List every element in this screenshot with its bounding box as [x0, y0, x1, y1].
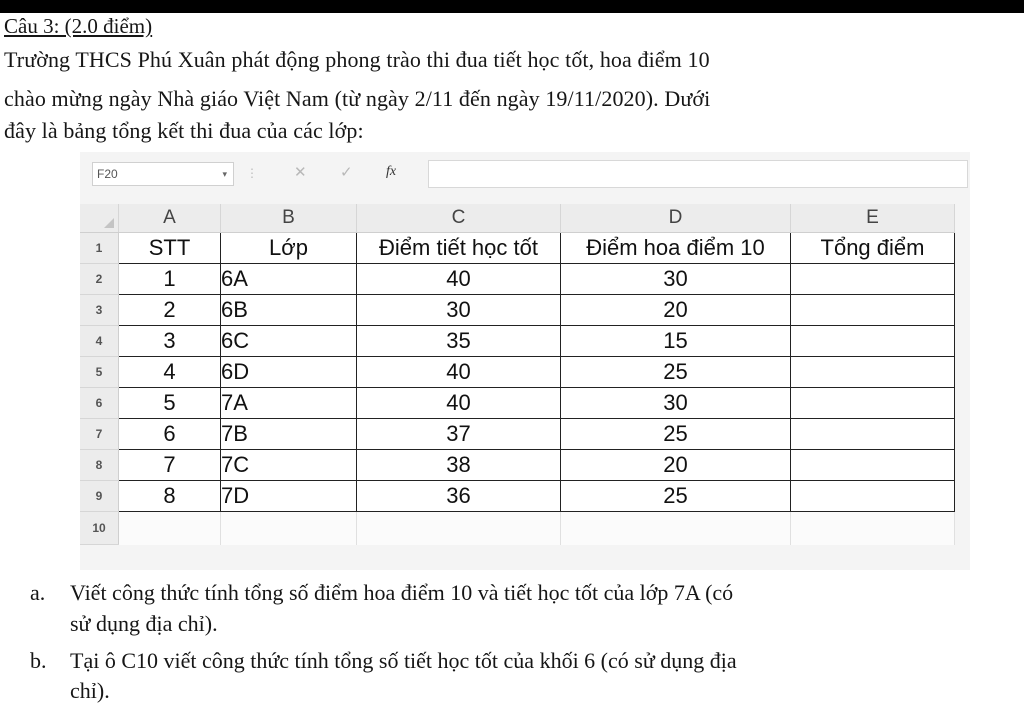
header-cell-tong-diem[interactable]: Tổng điểm — [791, 233, 955, 264]
dropdown-arrow-icon[interactable]: ▾ — [222, 169, 227, 179]
question-a-line-2: sử dụng địa chỉ). — [70, 611, 218, 636]
cell-tong-diem[interactable] — [791, 481, 955, 512]
select-all-corner[interactable] — [80, 204, 119, 233]
table-row — [80, 450, 955, 481]
table-row — [80, 388, 955, 419]
header-cell-diem-hoa-diem-10[interactable]: Điểm hoa điểm 10 — [561, 233, 791, 264]
cancel-icon[interactable]: ✕ — [294, 164, 307, 181]
formula-bar-separator: ⋮ — [246, 166, 258, 180]
cell-stt[interactable]: 7 — [119, 450, 221, 481]
column-header-a[interactable]: A — [119, 204, 221, 233]
row-header[interactable]: 9 — [80, 481, 119, 512]
column-header-d[interactable]: D — [561, 204, 791, 233]
empty-cell[interactable] — [791, 512, 955, 545]
cell-hoa-diem-10[interactable]: 25 — [561, 481, 791, 512]
question-a-text: Viết công thức tính tổng số điểm hoa điểm 10 và tiết học tốt của lớp 7A (có — [70, 580, 734, 605]
cell-hoa-diem-10[interactable]: 30 — [561, 264, 791, 295]
table-row — [80, 295, 955, 326]
row-header[interactable]: 6 — [80, 388, 119, 419]
question-heading: Câu 3: (2.0 điểm) — [4, 14, 153, 38]
header-cell-diem-tiet-hoc-tot[interactable]: Điểm tiết học tốt — [357, 233, 561, 264]
cell-tiet-hoc-tot[interactable]: 35 — [357, 326, 561, 357]
formula-bar — [80, 152, 970, 196]
enter-check-icon[interactable]: ✓ — [340, 164, 353, 181]
table-row — [80, 357, 955, 388]
cell-stt[interactable]: 3 — [119, 326, 221, 357]
cell-lop[interactable]: 6B — [221, 295, 357, 326]
row-header[interactable]: 10 — [80, 512, 119, 545]
row-header[interactable]: 8 — [80, 450, 119, 481]
cell-hoa-diem-10[interactable]: 25 — [561, 419, 791, 450]
cell-lop[interactable]: 6A — [221, 264, 357, 295]
cell-lop[interactable]: 7B — [221, 419, 357, 450]
intro-line-2: chào mừng ngày Nhà giáo Việt Nam (từ ngày 2/11 đến ngày 19/11/2020). Dưới — [4, 86, 711, 111]
formula-input[interactable] — [428, 160, 968, 188]
row-header[interactable]: 1 — [80, 233, 119, 264]
cell-lop[interactable]: 6C — [221, 326, 357, 357]
header-cell-lop[interactable]: Lớp — [221, 233, 357, 264]
table-row — [80, 419, 955, 450]
column-header-b[interactable]: B — [221, 204, 357, 233]
row-header[interactable]: 7 — [80, 419, 119, 450]
worksheet-grid — [80, 204, 955, 545]
empty-cell[interactable] — [357, 512, 561, 545]
cell-tong-diem[interactable] — [791, 450, 955, 481]
cell-lop[interactable]: 7C — [221, 450, 357, 481]
cell-stt[interactable]: 2 — [119, 295, 221, 326]
question-b-text: Tại ô C10 viết công thức tính tổng số tiết học tốt của khối 6 (có sử dụng địa — [70, 648, 737, 673]
cell-tiet-hoc-tot[interactable]: 38 — [357, 450, 561, 481]
table-row — [80, 326, 955, 357]
spreadsheet-screenshot — [80, 152, 970, 570]
cell-tong-diem[interactable] — [791, 357, 955, 388]
question-b-line-2: chỉ). — [70, 678, 110, 703]
cell-hoa-diem-10[interactable]: 20 — [561, 295, 791, 326]
cell-lop[interactable]: 7D — [221, 481, 357, 512]
cell-stt[interactable]: 8 — [119, 481, 221, 512]
cell-hoa-diem-10[interactable]: 20 — [561, 450, 791, 481]
name-box[interactable] — [92, 162, 234, 186]
cell-tong-diem[interactable] — [791, 419, 955, 450]
cell-stt[interactable]: 4 — [119, 357, 221, 388]
cell-tiet-hoc-tot[interactable]: 40 — [357, 388, 561, 419]
row-header[interactable]: 5 — [80, 357, 119, 388]
row-header[interactable]: 3 — [80, 295, 119, 326]
top-black-bar — [0, 0, 1024, 13]
row-header[interactable]: 4 — [80, 326, 119, 357]
cell-tiet-hoc-tot[interactable]: 40 — [357, 357, 561, 388]
header-cell-stt[interactable]: STT — [119, 233, 221, 264]
empty-cell[interactable] — [221, 512, 357, 545]
empty-cell[interactable] — [119, 512, 221, 545]
insert-function-icon[interactable]: fx — [386, 164, 397, 179]
intro-line-1: Trường THCS Phú Xuân phát động phong trào thi đua tiết học tốt, hoa điểm 10 — [4, 47, 710, 72]
cell-tiet-hoc-tot[interactable]: 36 — [357, 481, 561, 512]
empty-cell[interactable] — [561, 512, 791, 545]
cell-lop[interactable]: 7A — [221, 388, 357, 419]
row-header[interactable]: 2 — [80, 264, 119, 295]
cell-tong-diem[interactable] — [791, 295, 955, 326]
table-row — [80, 264, 955, 295]
cell-hoa-diem-10[interactable]: 30 — [561, 388, 791, 419]
cell-tong-diem[interactable] — [791, 388, 955, 419]
question-b-label: b. — [30, 648, 47, 673]
question-b-line-1 — [30, 646, 737, 676]
column-header-e[interactable]: E — [791, 204, 955, 233]
cell-tiet-hoc-tot[interactable]: 40 — [357, 264, 561, 295]
cell-hoa-diem-10[interactable]: 15 — [561, 326, 791, 357]
table-row — [80, 233, 955, 264]
cell-stt[interactable]: 1 — [119, 264, 221, 295]
cell-hoa-diem-10[interactable]: 25 — [561, 357, 791, 388]
cell-tiet-hoc-tot[interactable]: 30 — [357, 295, 561, 326]
question-a-label: a. — [30, 580, 46, 605]
intro-line-3: đây là bảng tổng kết thi đua của các lớp: — [4, 118, 364, 143]
cell-stt[interactable]: 5 — [119, 388, 221, 419]
cell-stt[interactable]: 6 — [119, 419, 221, 450]
name-box-value: F20 — [97, 167, 118, 181]
cell-tong-diem[interactable] — [791, 326, 955, 357]
column-header-c[interactable]: C — [357, 204, 561, 233]
cell-tong-diem[interactable] — [791, 264, 955, 295]
cell-tiet-hoc-tot[interactable]: 37 — [357, 419, 561, 450]
table-row — [80, 481, 955, 512]
cell-lop[interactable]: 6D — [221, 357, 357, 388]
question-a-line-1 — [30, 578, 733, 608]
table-row — [80, 512, 955, 545]
